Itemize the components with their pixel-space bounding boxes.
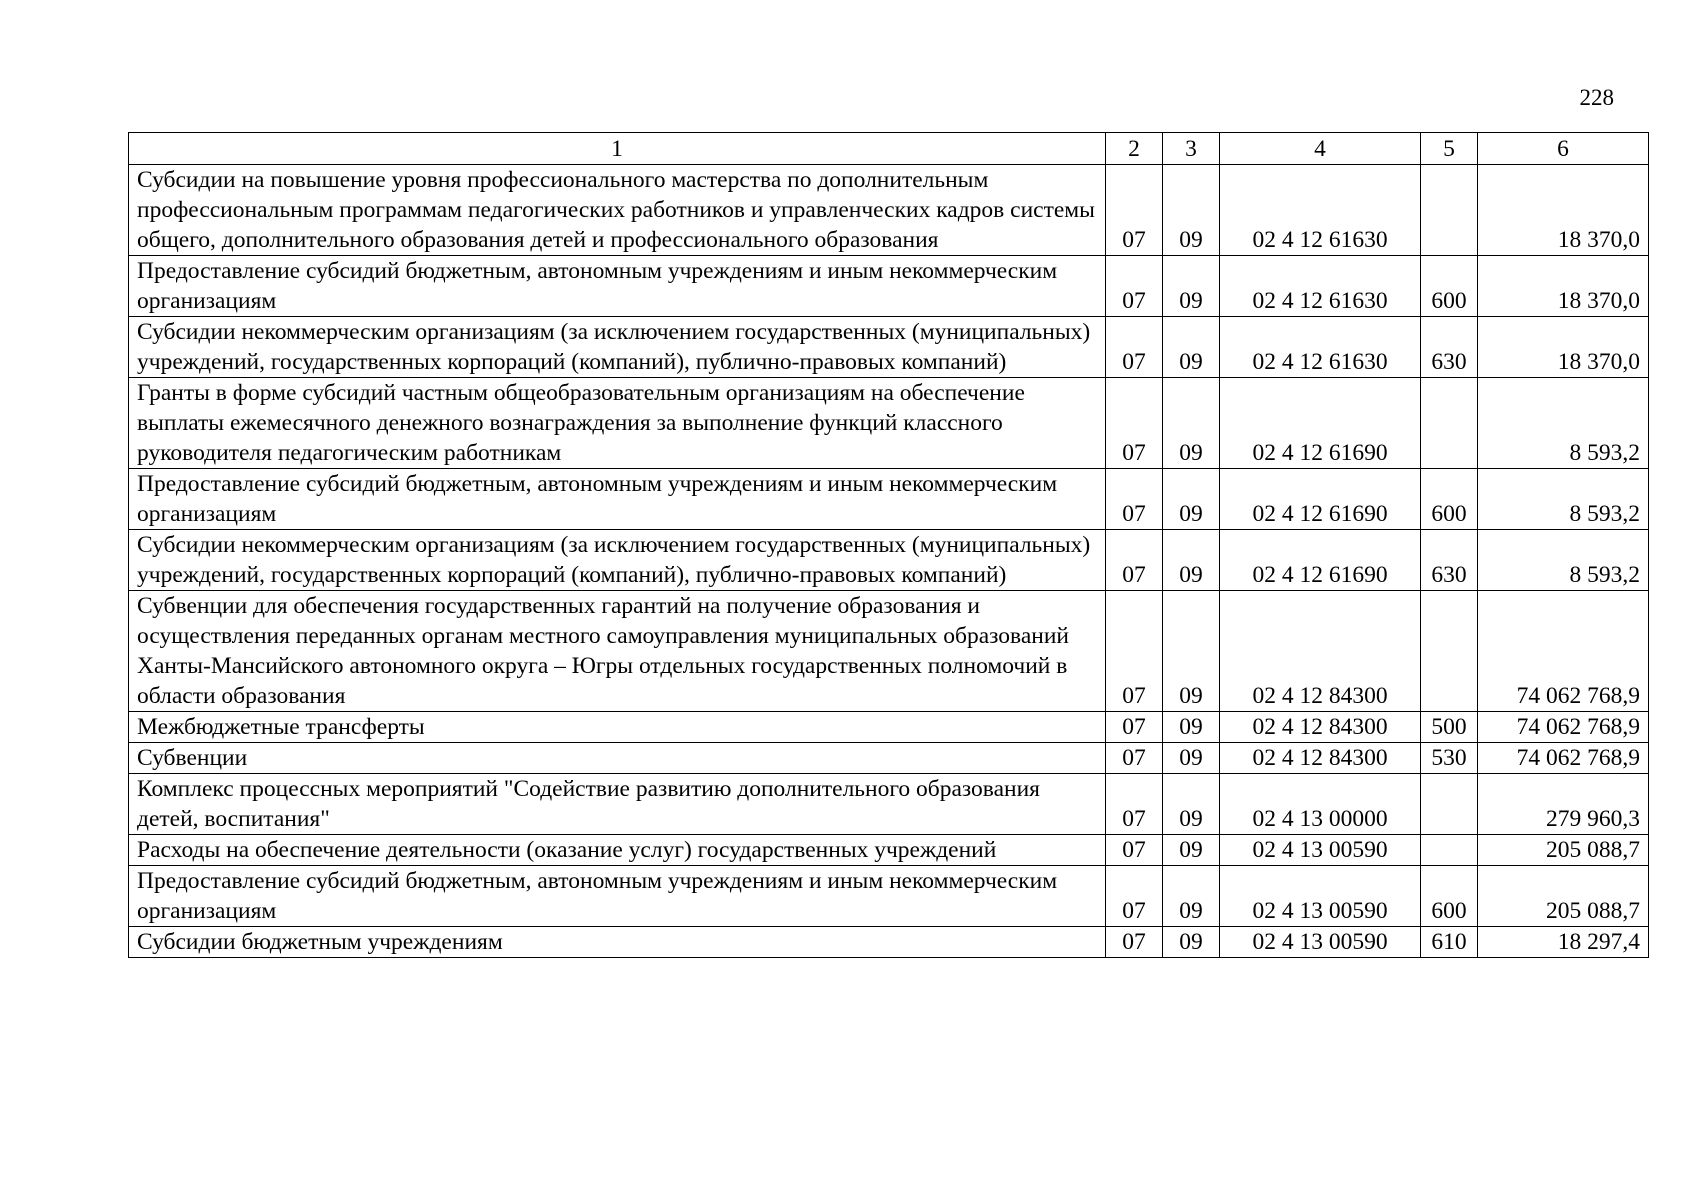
row-expense-type: 630 (1421, 317, 1478, 378)
row-name: Предоставление субсидий бюджетным, автономным учреждениям и иным некоммерческим организациям (129, 256, 1106, 317)
header-row (129, 133, 1649, 165)
row-expense-type: 600 (1421, 256, 1478, 317)
row-target-article: 02 4 13 00590 (1220, 866, 1421, 927)
row-section: 07 (1106, 743, 1163, 774)
table-row (129, 469, 1649, 530)
row-name: Комплекс процессных мероприятий "Содействие развитию дополнительного образования детей, воспитания" (129, 774, 1106, 835)
row-name: Предоставление субсидий бюджетным, автономным учреждениям и иным некоммерческим организациям (129, 866, 1106, 927)
row-amount: 74 062 768,9 (1478, 591, 1649, 712)
row-subsection: 09 (1163, 469, 1220, 530)
row-expense-type (1421, 591, 1478, 712)
row-target-article: 02 4 12 61690 (1220, 378, 1421, 469)
row-target-article: 02 4 13 00590 (1220, 835, 1421, 866)
table-row (129, 317, 1649, 378)
row-section: 07 (1106, 378, 1163, 469)
table-row (129, 927, 1649, 958)
header-col-5: 5 (1421, 133, 1478, 165)
row-name: Субсидии некоммерческим организациям (за исключением государственных (муниципальных) учреждений, государственных корпораций (компаний), публично-правовых компаний) (129, 530, 1106, 591)
row-amount: 18 297,4 (1478, 927, 1649, 958)
row-subsection: 09 (1163, 712, 1220, 743)
row-amount: 8 593,2 (1478, 378, 1649, 469)
row-target-article: 02 4 12 61690 (1220, 469, 1421, 530)
row-name: Межбюджетные трансферты (129, 712, 1106, 743)
header-col-2: 2 (1106, 133, 1163, 165)
row-section: 07 (1106, 591, 1163, 712)
table-row (129, 378, 1649, 469)
header-col-6: 6 (1478, 133, 1649, 165)
row-name: Расходы на обеспечение деятельности (оказание услуг) государственных учреждений (129, 835, 1106, 866)
table-row (129, 256, 1649, 317)
table-row (129, 774, 1649, 835)
header-col-3: 3 (1163, 133, 1220, 165)
row-target-article: 02 4 12 84300 (1220, 591, 1421, 712)
table-row (129, 591, 1649, 712)
row-subsection: 09 (1163, 927, 1220, 958)
row-expense-type: 600 (1421, 469, 1478, 530)
header-col-4: 4 (1220, 133, 1421, 165)
row-section: 07 (1106, 530, 1163, 591)
row-subsection: 09 (1163, 743, 1220, 774)
row-expense-type (1421, 378, 1478, 469)
row-expense-type: 630 (1421, 530, 1478, 591)
row-amount: 205 088,7 (1478, 835, 1649, 866)
row-expense-type: 530 (1421, 743, 1478, 774)
row-section: 07 (1106, 165, 1163, 256)
table-row (129, 530, 1649, 591)
row-section: 07 (1106, 256, 1163, 317)
row-target-article: 02 4 12 61630 (1220, 317, 1421, 378)
table-row (129, 866, 1649, 927)
row-section: 07 (1106, 712, 1163, 743)
row-subsection: 09 (1163, 835, 1220, 866)
row-expense-type (1421, 774, 1478, 835)
row-name: Субвенции (129, 743, 1106, 774)
row-target-article: 02 4 12 84300 (1220, 743, 1421, 774)
row-amount: 205 088,7 (1478, 866, 1649, 927)
row-amount: 18 370,0 (1478, 165, 1649, 256)
row-subsection: 09 (1163, 591, 1220, 712)
row-name: Субсидии бюджетным учреждениям (129, 927, 1106, 958)
page-number: 228 (1579, 85, 1614, 110)
row-subsection: 09 (1163, 317, 1220, 378)
row-target-article: 02 4 12 61630 (1220, 256, 1421, 317)
row-section: 07 (1106, 835, 1163, 866)
row-name: Предоставление субсидий бюджетным, автономным учреждениям и иным некоммерческим организациям (129, 469, 1106, 530)
row-expense-type (1421, 835, 1478, 866)
row-target-article: 02 4 13 00590 (1220, 927, 1421, 958)
row-amount: 74 062 768,9 (1478, 712, 1649, 743)
row-subsection: 09 (1163, 530, 1220, 591)
row-subsection: 09 (1163, 256, 1220, 317)
row-subsection: 09 (1163, 774, 1220, 835)
row-section: 07 (1106, 927, 1163, 958)
row-target-article: 02 4 12 61630 (1220, 165, 1421, 256)
row-amount: 8 593,2 (1478, 469, 1649, 530)
row-section: 07 (1106, 866, 1163, 927)
row-name: Субвенции для обеспечения государственных гарантий на получение образования и осуществления переданных органам местного самоуправления муниципальных образований Ханты-Мансийского автономного округа – Югры отдельных государственных полномочий в области образования (129, 591, 1106, 712)
row-name: Субсидии некоммерческим организациям (за исключением государственных (муниципальных) учреждений, государственных корпораций (компаний), публично-правовых компаний) (129, 317, 1106, 378)
row-amount: 8 593,2 (1478, 530, 1649, 591)
row-section: 07 (1106, 774, 1163, 835)
row-section: 07 (1106, 469, 1163, 530)
row-expense-type (1421, 165, 1478, 256)
row-target-article: 02 4 12 61690 (1220, 530, 1421, 591)
row-expense-type: 600 (1421, 866, 1478, 927)
row-target-article: 02 4 13 00000 (1220, 774, 1421, 835)
header-col-1: 1 (129, 133, 1106, 165)
row-expense-type: 610 (1421, 927, 1478, 958)
row-expense-type: 500 (1421, 712, 1478, 743)
table-row (129, 743, 1649, 774)
row-name: Гранты в форме субсидий частным общеобразовательным организациям на обеспечение выплаты ежемесячного денежного вознаграждения за выполнение функций классного руководителя педагогическим работникам (129, 378, 1106, 469)
row-subsection: 09 (1163, 165, 1220, 256)
row-amount: 74 062 768,9 (1478, 743, 1649, 774)
row-amount: 18 370,0 (1478, 256, 1649, 317)
row-subsection: 09 (1163, 378, 1220, 469)
table-row (129, 712, 1649, 743)
budget-table (128, 132, 1649, 958)
row-amount: 279 960,3 (1478, 774, 1649, 835)
table-row (129, 165, 1649, 256)
row-section: 07 (1106, 317, 1163, 378)
row-amount: 18 370,0 (1478, 317, 1649, 378)
row-subsection: 09 (1163, 866, 1220, 927)
row-name: Субсидии на повышение уровня профессионального мастерства по дополнительным профессиональным программам педагогических работников и управленческих кадров системы общего, дополнительного образования детей и профессионального образования (129, 165, 1106, 256)
row-target-article: 02 4 12 84300 (1220, 712, 1421, 743)
table-row (129, 835, 1649, 866)
